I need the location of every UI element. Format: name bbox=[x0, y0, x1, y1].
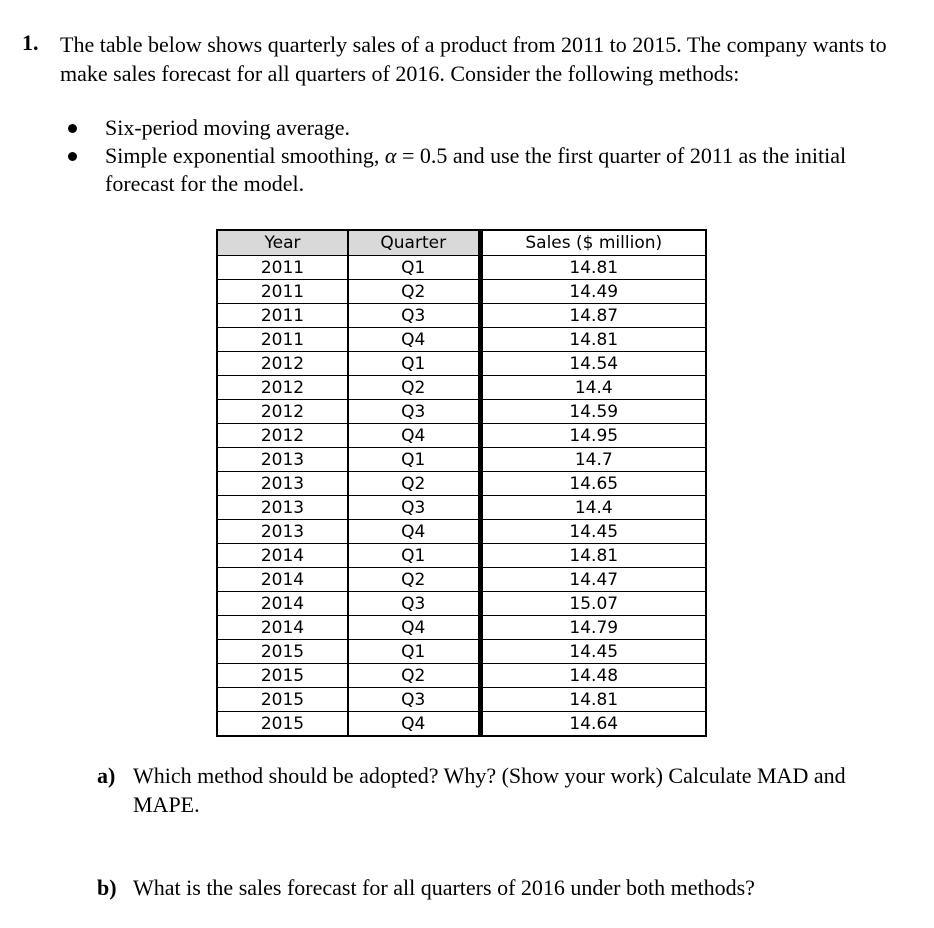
cell-quarter: Q3 bbox=[348, 400, 480, 424]
cell-year: 2013 bbox=[217, 448, 348, 472]
cell-quarter: Q3 bbox=[348, 688, 480, 712]
cell-sales: 14.49 bbox=[480, 280, 706, 304]
table-row bbox=[217, 448, 706, 472]
cell-sales: 14.47 bbox=[480, 568, 706, 592]
table-body bbox=[217, 256, 706, 737]
table-row bbox=[217, 280, 706, 304]
method-text: Six-period moving average. bbox=[105, 115, 350, 140]
cell-year: 2013 bbox=[217, 520, 348, 544]
table-row bbox=[217, 592, 706, 616]
cell-quarter: Q1 bbox=[348, 640, 480, 664]
question-number: 1. bbox=[22, 30, 39, 55]
table-row bbox=[217, 664, 706, 688]
sales-table bbox=[216, 229, 707, 737]
cell-year: 2011 bbox=[217, 256, 348, 280]
cell-sales: 14.64 bbox=[480, 712, 706, 737]
cell-quarter: Q2 bbox=[348, 472, 480, 496]
table-row bbox=[217, 256, 706, 280]
cell-sales: 14.81 bbox=[480, 328, 706, 352]
cell-quarter: Q2 bbox=[348, 280, 480, 304]
method-exponential-smoothing bbox=[60, 142, 920, 198]
table-row bbox=[217, 520, 706, 544]
cell-quarter: Q1 bbox=[348, 352, 480, 376]
method-text-start: Simple exponential smoothing, bbox=[105, 143, 385, 168]
table-row bbox=[217, 424, 706, 448]
cell-sales: 14.54 bbox=[480, 352, 706, 376]
cell-quarter: Q1 bbox=[348, 544, 480, 568]
table-header-row bbox=[217, 230, 706, 256]
subquestion-a-label: a) bbox=[97, 763, 116, 788]
bullet-icon bbox=[68, 124, 77, 133]
cell-year: 2012 bbox=[217, 352, 348, 376]
table-row bbox=[217, 640, 706, 664]
cell-year: 2015 bbox=[217, 664, 348, 688]
cell-quarter: Q4 bbox=[348, 712, 480, 737]
subquestion-b-text: What is the sales forecast for all quarters of 2016 under both methods? bbox=[133, 875, 755, 900]
cell-sales: 14.45 bbox=[480, 640, 706, 664]
cell-quarter: Q4 bbox=[348, 424, 480, 448]
cell-year: 2012 bbox=[217, 376, 348, 400]
cell-year: 2013 bbox=[217, 472, 348, 496]
table-row bbox=[217, 400, 706, 424]
cell-sales: 14.48 bbox=[480, 664, 706, 688]
cell-year: 2015 bbox=[217, 712, 348, 737]
cell-sales: 15.07 bbox=[480, 592, 706, 616]
cell-year: 2012 bbox=[217, 424, 348, 448]
cell-quarter: Q4 bbox=[348, 616, 480, 640]
table-row bbox=[217, 472, 706, 496]
method-moving-average bbox=[60, 114, 920, 142]
cell-year: 2014 bbox=[217, 544, 348, 568]
cell-year: 2014 bbox=[217, 592, 348, 616]
cell-year: 2011 bbox=[217, 280, 348, 304]
cell-sales: 14.59 bbox=[480, 400, 706, 424]
cell-year: 2015 bbox=[217, 640, 348, 664]
table-row bbox=[217, 712, 706, 737]
cell-year: 2011 bbox=[217, 304, 348, 328]
cell-quarter: Q3 bbox=[348, 592, 480, 616]
cell-quarter: Q2 bbox=[348, 568, 480, 592]
cell-quarter: Q4 bbox=[348, 328, 480, 352]
table-row bbox=[217, 376, 706, 400]
cell-year: 2014 bbox=[217, 616, 348, 640]
cell-quarter: Q1 bbox=[348, 448, 480, 472]
table-row bbox=[217, 568, 706, 592]
header-sales: Sales ($ million) bbox=[480, 230, 706, 256]
cell-sales: 14.4 bbox=[480, 496, 706, 520]
alpha-symbol: α bbox=[384, 143, 397, 168]
table-row bbox=[217, 688, 706, 712]
cell-sales: 14.81 bbox=[480, 688, 706, 712]
cell-sales: 14.81 bbox=[480, 544, 706, 568]
table-row bbox=[217, 352, 706, 376]
cell-sales: 14.4 bbox=[480, 376, 706, 400]
cell-sales: 14.45 bbox=[480, 520, 706, 544]
table-row bbox=[217, 496, 706, 520]
cell-year: 2012 bbox=[217, 400, 348, 424]
question-intro: The table below shows quarterly sales of a product from 2011 to 2015. The company wants to make sales forecast for all quarters of 2016. Consider the following methods: bbox=[60, 32, 887, 86]
cell-quarter: Q4 bbox=[348, 520, 480, 544]
bullet-icon bbox=[68, 152, 77, 161]
subquestion-a-text: Which method should be adopted? Why? (Show your work) Calculate MAD and MAPE. bbox=[133, 763, 846, 817]
cell-quarter: Q2 bbox=[348, 664, 480, 688]
cell-year: 2014 bbox=[217, 568, 348, 592]
cell-sales: 14.65 bbox=[480, 472, 706, 496]
cell-quarter: Q2 bbox=[348, 376, 480, 400]
cell-sales: 14.95 bbox=[480, 424, 706, 448]
table-row bbox=[217, 304, 706, 328]
header-quarter: Quarter bbox=[348, 230, 480, 256]
cell-quarter: Q1 bbox=[348, 256, 480, 280]
cell-sales: 14.7 bbox=[480, 448, 706, 472]
cell-year: 2013 bbox=[217, 496, 348, 520]
cell-sales: 14.79 bbox=[480, 616, 706, 640]
cell-sales: 14.87 bbox=[480, 304, 706, 328]
table-row bbox=[217, 544, 706, 568]
header-year: Year bbox=[217, 230, 348, 256]
cell-sales: 14.81 bbox=[480, 256, 706, 280]
cell-year: 2015 bbox=[217, 688, 348, 712]
method-text-end: = 0.5 and use the first quarter of 2011 as the initial forecast for the model. bbox=[105, 143, 847, 196]
methods-list bbox=[60, 114, 920, 198]
cell-quarter: Q3 bbox=[348, 304, 480, 328]
cell-quarter: Q3 bbox=[348, 496, 480, 520]
subquestion-b-label: b) bbox=[97, 875, 117, 900]
table-row bbox=[217, 616, 706, 640]
table-row bbox=[217, 328, 706, 352]
cell-year: 2011 bbox=[217, 328, 348, 352]
